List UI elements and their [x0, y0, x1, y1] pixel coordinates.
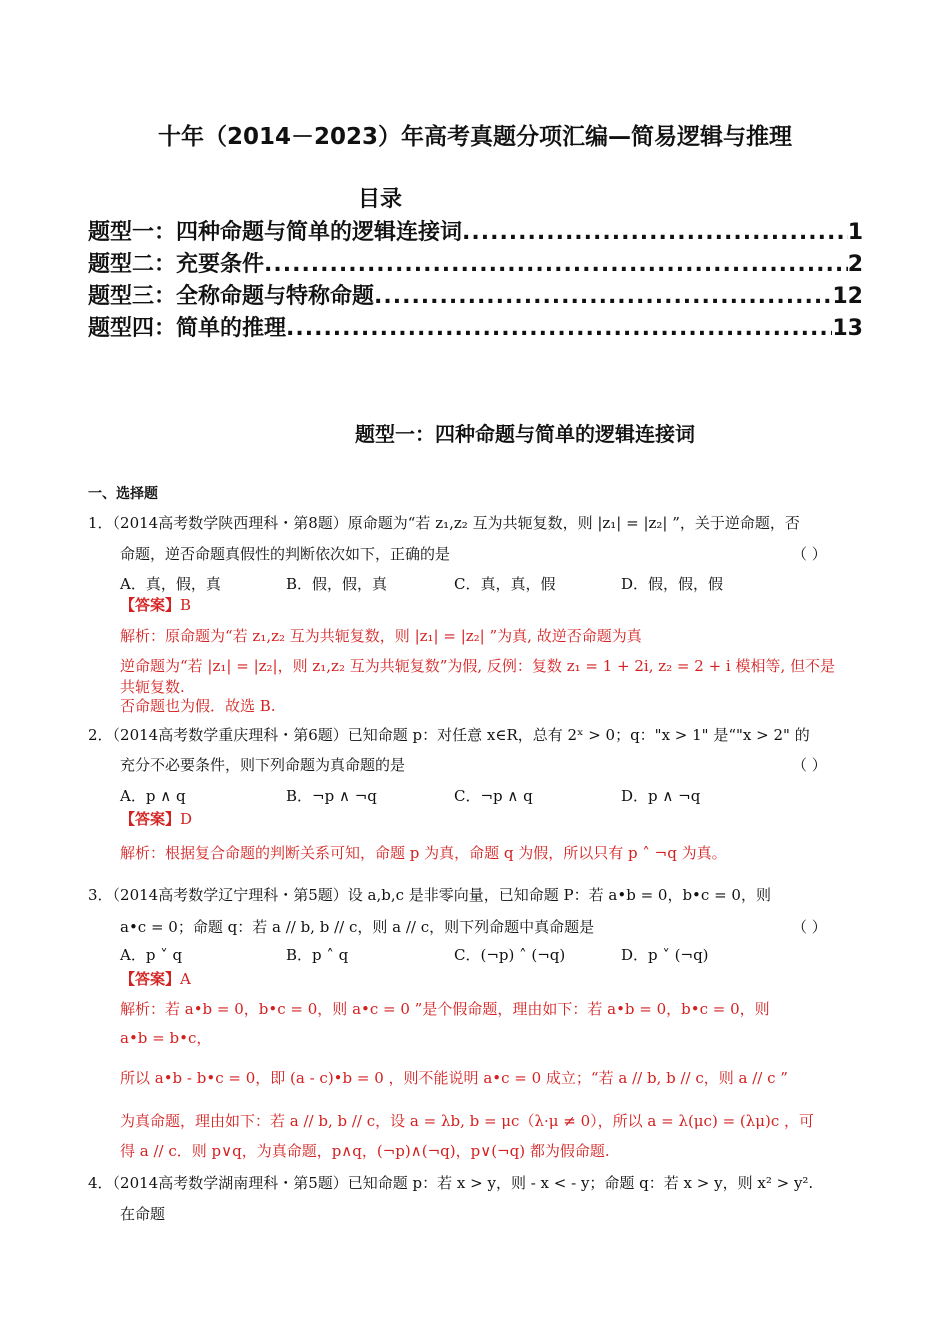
q3-option-d: D．p ˅ (¬q) [621, 946, 709, 964]
q1-explanation-line4: 否命题也为假．故选 B. [120, 697, 276, 715]
q2-explanation-line1: 解析：根据复合命题的判断关系可知，命题 p 为真，命题 q 为假，所以只有 p ˄ ¬q 为真。 [120, 844, 727, 862]
answer-value: B [180, 596, 192, 614]
toc-leader [374, 284, 832, 309]
toc-entry-label: 题型一：四种命题与简单的逻辑连接词 [88, 220, 463, 245]
q3-answer [120, 968, 191, 989]
q2-stem-line2: 充分不必要条件，则下列命题为真命题的是 [120, 756, 406, 774]
answer-label: 【答案】 [120, 596, 181, 614]
subsection-heading: 一、选择题 [88, 486, 158, 502]
q3-option-c: C．(¬p) ˄ (¬q) [454, 946, 566, 964]
toc-leader [264, 252, 848, 277]
q2-option-a: A．p ∧ q [120, 787, 186, 805]
q1-option-b: B．假，假，真 [286, 575, 388, 593]
q4-stem-line2: 在命题 [120, 1205, 166, 1223]
q2-answer [120, 808, 192, 829]
q2-answer-blank: （ ） [792, 756, 827, 774]
q2-option-c: C．¬p ∧ q [454, 787, 533, 805]
toc-entry[interactable] [88, 247, 863, 278]
q3-answer-blank: （ ） [792, 918, 827, 936]
toc-entry-label: 题型三：全称命题与特称命题 [88, 284, 375, 309]
q2-option-b: B．¬p ∧ ¬q [286, 787, 377, 805]
toc-leader [286, 316, 832, 341]
q2-stem-line1: 2．（2014高考数学重庆理科・第6题）已知命题 p：对任意 x∈R，总有 2ˣ > 0；q："x > 1" 是“"x > 2" 的 [88, 726, 810, 744]
toc-entry[interactable] [88, 279, 863, 310]
answer-label: 【答案】 [120, 970, 181, 988]
q3-stem-line2: a•c = 0；命题 q：若 a // b, b // c，则 a // c，则下列命题中真命题是 [120, 918, 595, 936]
toc-leader [462, 220, 848, 245]
toc-entry-page: 1 [847, 220, 863, 245]
q1-answer-blank: （ ） [792, 545, 827, 563]
document-title: 十年（2014－2023）年高考真题分项汇编—简易逻辑与推理 [157, 124, 793, 150]
toc-entry[interactable] [88, 311, 863, 342]
q3-explanation-line1: 解析：若 a•b = 0，b•c = 0，则 a•c = 0 ”是个假命题，理由如下：若 a•b = 0，b•c = 0，则 [120, 1000, 770, 1018]
section-title: 题型一：四种命题与简单的逻辑连接词 [355, 422, 695, 446]
q1-option-d: D．假，假，假 [621, 575, 724, 593]
toc-heading: 目录 [358, 187, 403, 212]
answer-value: A [180, 970, 191, 988]
q3-explanation-line4: 为真命题，理由如下：若 a // b, b // c，设 a = λb, b = μc（λ·μ ≠ 0），所以 a = λ(μc) = (λμ)c ，可 [120, 1112, 815, 1130]
toc-entry-page: 12 [832, 284, 863, 309]
toc-entry-page: 2 [847, 252, 863, 277]
q1-option-a: A．真，假，真 [120, 575, 221, 593]
q3-option-a: A．p ˅ q [120, 946, 183, 964]
q1-stem-line2: 命题，逆否命题真假性的判断依次如下，正确的是 [120, 545, 451, 563]
q4-stem-line1: 4．（2014高考数学湖南理科・第5题）已知命题 p：若 x > y，则 - x < - y；命题 q：若 x > y，则 x² > y². [88, 1174, 814, 1192]
q1-answer [120, 594, 191, 615]
toc-entry[interactable] [88, 215, 863, 246]
q1-explanation-line1: 解析：原命题为“若 z₁,z₂ 互为共轭复数，则 |z₁| = |z₂| ”为真, 故逆否命题为真 [120, 627, 642, 645]
answer-label: 【答案】 [120, 810, 181, 828]
q1-explanation-line2: 逆命题为“若 |z₁| = |z₂|，则 z₁,z₂ 互为共轭复数”为假, 反例：复数 z₁ = 1 + 2i, z₂ = 2 + i 模相等, 但不是 [120, 657, 836, 675]
q3-explanation-line2: a•b = b•c， [120, 1029, 212, 1047]
q1-explanation-line3: 共轭复数. [120, 678, 185, 696]
answer-value: D [180, 810, 193, 828]
q1-option-c: C．真，真，假 [454, 575, 556, 593]
q3-option-b: B．p ˄ q [286, 946, 349, 964]
toc-entry-label: 题型四：简单的推理 [88, 316, 287, 341]
q3-explanation-line5: 得 a // c．则 p∨q，为真命题，p∧q，(¬p)∧(¬q)，p∨(¬q) 都为假命题. [120, 1142, 610, 1160]
q2-option-d: D．p ∧ ¬q [621, 787, 701, 805]
q3-stem-line1: 3．（2014高考数学辽宁理科・第5题）设 a,b,c 是非零向量，已知命题 P：若 a•b = 0，b•c = 0，则 [88, 886, 771, 904]
toc-entry-page: 13 [832, 316, 863, 341]
toc-entry-label: 题型二：充要条件 [88, 252, 265, 277]
q3-explanation-line3: 所以 a•b - b•c = 0，即 (a - c)•b = 0 ，则不能说明 a•c = 0 成立；“若 a // b, b // c，则 a // c ” [120, 1069, 788, 1087]
q1-stem-line1: 1．（2014高考数学陕西理科・第8题）原命题为“若 z₁,z₂ 互为共轭复数，则 |z₁| = |z₂| ”，关于逆命题，否 [88, 514, 800, 532]
